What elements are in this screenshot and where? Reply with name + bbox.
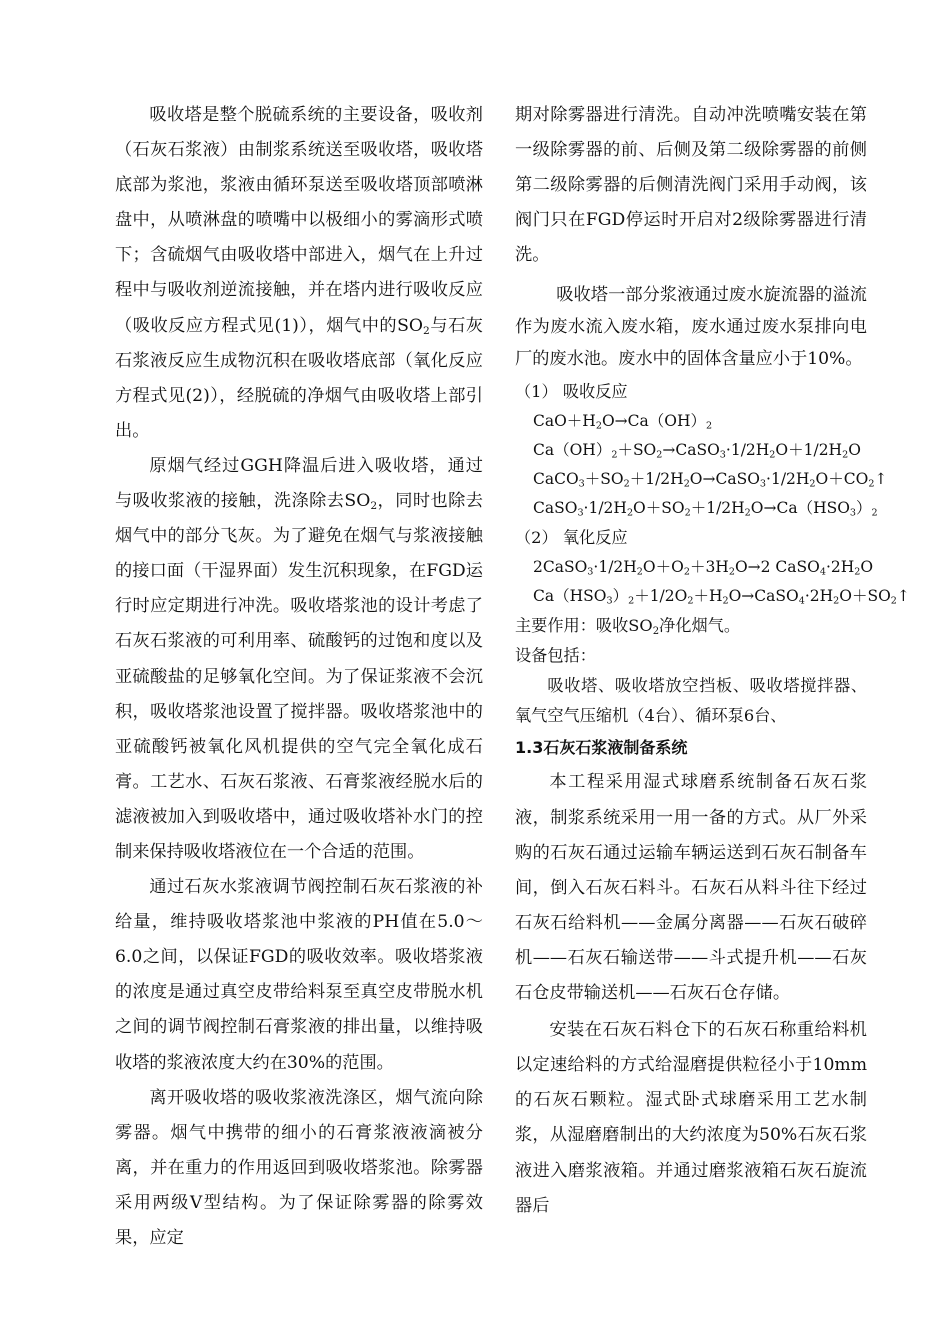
- paragraph-raw-flue-gas: 原烟气经过GGH降温后进入吸收塔，通过与吸收浆液的接触，洗涤除去$SO_2$，同时也除去烟气中的部分飞灰。为了避免在烟气与浆液接触的接口面（干湿界面）发生沉积现象，在FGD运行时应定期进行冲洗。吸收塔浆池的设计考虑了石灰石浆液的可利用率、硫酸钙的过饱和度以及亚硫酸盐的足够氧化空间。为了保证浆液不会沉积，吸收塔浆池设置了搅拌器。吸收塔浆池中的亚硫酸钙被氧化风机提供的空气完全氧化成石膏。工艺水、石灰石浆液、石膏浆液经脱水后的滤液被加入到吸收塔中，通过吸收塔补水门的控制来保持吸收塔液位在一个合适的范围。: [115, 455, 483, 862]
- paragraph-absorber-overview: 吸收塔是整个脱硫系统的主要设备，吸收剂（石灰石浆液）由制浆系统送至吸收塔，吸收塔底部为浆池，浆液由循环泵送至吸收塔顶部喷淋盘中，从喷淋盘的喷嘴中以极细小的雾滴形式喷下；含硫烟气由吸收塔中部进入，烟气在上升过程中与吸收剂逆流接触，并在塔内进行吸收反应（吸收反应方程式见(1)），烟气中的$SO_2$与石灰石浆液反应生成物沉积在吸收塔底部（氧化反应方程式见(2)），经脱硫的净烟气由吸收塔上部引出。: [115, 105, 483, 441]
- left-column: [115, 98, 483, 1256]
- equipment-list: 吸收塔、吸收塔放空挡板、吸收塔搅拌器、氧气空气压缩机（4台）、循环泵6台、: [515, 676, 867, 725]
- equipment-label: 设备包括：: [515, 646, 596, 666]
- section-heading: 1.3石灰石浆液制备系统: [515, 738, 688, 758]
- equation-4: $CaSO_3\cdot 1/2H_2O+SO_2+1/2H_2O\to Ca(HSO_3)_2$: [533, 499, 878, 520]
- equation-2: $Ca(OH)_2+SO_2\to CaSO_3\cdot 1/2H_2O+1/2H_2O$: [533, 441, 861, 462]
- paragraph-demister: 离开吸收塔的吸收浆液洗涤区，烟气流向除雾器。烟气中携带的细小的石膏浆液液滴被分离，并在重力的作用返回到吸收塔浆池。除雾器采用两级V型结构。为了保证除雾器的除雾效果，应定: [115, 1087, 483, 1248]
- equation-3: $CaCO_3+SO_2+1/2H_2O\to CaSO_3\cdot 1/2H_2O+CO_2↑$: [533, 470, 888, 491]
- paragraph-wet-ball-mill: 安装在石灰石料仓下的石灰石称重给料机以定速给料的方式给湿磨提供粒径小于10mm的石灰石颗粒。湿式卧式球磨采用工艺水制浆，从湿磨磨制出的大约浓度为50%石灰石浆液进入磨浆液箱。并通过磨浆液箱石灰石旋流器后: [515, 1020, 867, 1216]
- main-function-line: 主要作用：吸收$SO_2$净化烟气。: [515, 616, 741, 638]
- equation-6: $Ca(HSO_3)_2+1/2O_2+H_2O\to CaSO_4\cdot 2H_2O+SO_2↑$: [533, 587, 910, 608]
- paragraph-demister-cont: 期对除雾器进行清洗。自动冲洗喷嘴安装在第一级除雾器的前、后侧及第二级除雾器的前侧第二级除雾器的后侧清洗阀门采用手动阀，该阀门只在FGD停运时开启对2级除雾器进行清洗。: [515, 105, 867, 266]
- paragraph-wastewater: 吸收塔一部分浆液通过废水旋流器的溢流作为废水流入废水箱，废水通过废水泵排向电厂的废水池。废水中的固体含量应小于10%。: [515, 285, 867, 370]
- equation-5: $2CaSO_3\cdot 1/2H_2O+O_2+3H_2O\to 2$ $CaSO_4\cdot 2H_2O$: [533, 558, 874, 579]
- oxidation-reaction-label: （2） 氧化反应: [515, 528, 628, 548]
- paragraph-slurry-control: 通过石灰水浆液调节阀控制石灰石浆液的补给量，维持吸收塔浆池中浆液的PH值在5.0～6.0之间，以保证FGD的吸收效率。吸收塔浆液的浓度是通过真空皮带给料泵至真空皮带脱水机之间的调节阀控制石膏浆液的排出量，以维持吸收塔的浆液浓度大约在30%的范围。: [115, 877, 483, 1073]
- right-column: [515, 98, 910, 1224]
- equation-1: $CaO+H_2O\to Ca(OH)_2$: [533, 412, 713, 433]
- paragraph-limestone-prep: 本工程采用湿式球磨系统制备石灰石浆液，制浆系统采用一用一备的方式。从厂外采购的石灰石通过运输车辆运送到石灰石制备车间，倒入石灰石料斗。石灰石从料斗往下经过石灰石给料机——金属分离器——石灰石破碎机——石灰石输送带——斗式提升机——石灰石仓皮带输送机——石灰石仓存储。: [515, 772, 867, 1004]
- absorption-reaction-label: （1） 吸收反应: [515, 382, 628, 402]
